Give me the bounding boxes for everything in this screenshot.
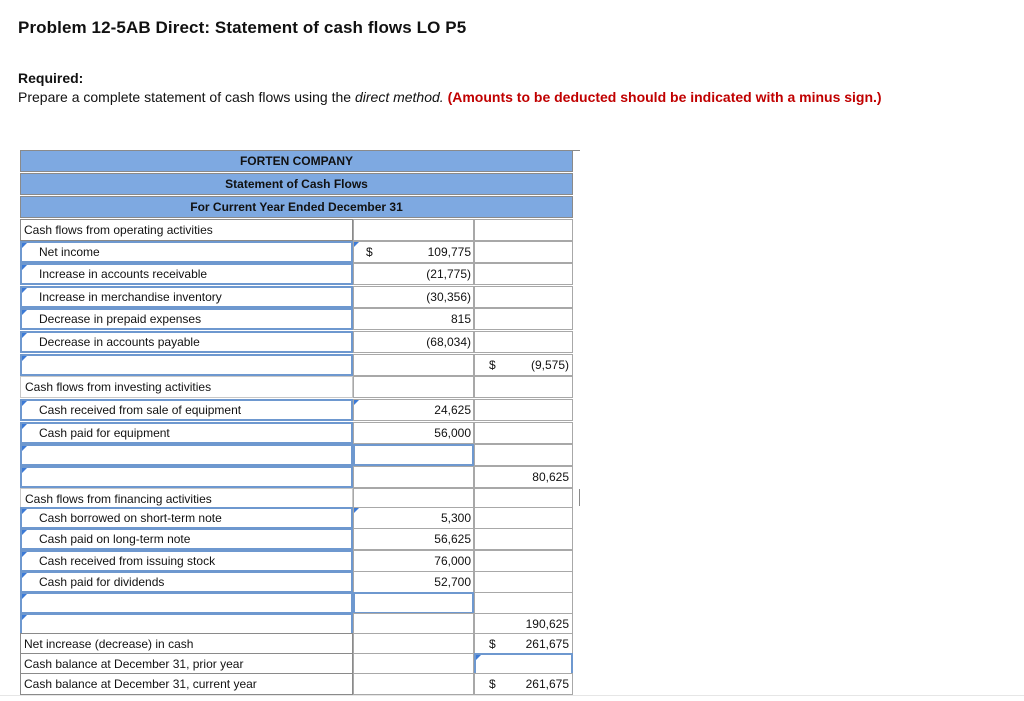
problem-title: Problem 12-5AB Direct: Statement of cash flows LO P5 (18, 18, 467, 37)
operating-heading-amount-cell (353, 219, 474, 241)
operating-net-value: (9,575) (530, 358, 569, 372)
instruction-red-note: (Amounts to be deducted should be indicated with a minus sign.) (447, 89, 882, 105)
net-increase-label: Net increase (decrease) in cash (20, 633, 353, 655)
investing-item-label[interactable]: Cash received from sale of equipment (20, 399, 353, 421)
investing-heading-amount-cell (353, 376, 474, 398)
financing-item-label[interactable]: Cash borrowed on short-term note (20, 507, 353, 529)
financing-item-amount[interactable]: 76,000 (353, 550, 474, 572)
operating-subtotal-cell (353, 354, 474, 376)
net-increase-value: 261,675 (525, 637, 569, 651)
operating-total-cell (474, 263, 573, 285)
statement-title-header: Statement of Cash Flows (20, 173, 573, 195)
investing-item-label[interactable]: Cash paid for equipment (20, 422, 353, 444)
ending-balance-amount-cell (353, 673, 474, 695)
operating-item-amount[interactable]: (30,356) (353, 286, 474, 308)
financing-item-label[interactable]: Cash received from issuing stock (20, 550, 353, 572)
statement-period-header: For Current Year Ended December 31 (20, 196, 573, 218)
ending-balance-value: 261,675 (525, 677, 569, 691)
financing-subtotal-cell (353, 613, 474, 635)
currency-symbol: $ (366, 245, 373, 259)
total-column-rule (579, 489, 580, 506)
financing-total-cell (474, 592, 573, 614)
investing-item-amount[interactable]: 56,000 (353, 422, 474, 444)
investing-blank-label-input[interactable] (20, 444, 353, 466)
beginning-balance-amount-input[interactable] (474, 653, 573, 675)
financing-item-label[interactable]: Cash paid for dividends (20, 571, 353, 593)
financing-item-amount[interactable]: 52,700 (353, 571, 474, 593)
financing-total-cell (474, 528, 573, 550)
header-rule (573, 150, 580, 151)
operating-item-amount[interactable]: 815 (353, 308, 474, 330)
currency-symbol: $ (489, 637, 496, 651)
operating-item-label[interactable]: Increase in accounts receivable (20, 263, 353, 285)
operating-item-amount[interactable] (353, 241, 474, 263)
investing-blank-amount-input[interactable] (353, 444, 474, 466)
company-name-header: FORTEN COMPANY (20, 150, 573, 172)
investing-total-label-input[interactable] (20, 466, 353, 488)
operating-heading-total-cell (474, 219, 573, 241)
operating-item-label[interactable]: Increase in merchandise inventory (20, 286, 353, 308)
financing-total-cell (474, 507, 573, 529)
financing-item-amount[interactable]: 5,300 (353, 507, 474, 529)
operating-item-amount[interactable]: (21,775) (353, 263, 474, 285)
instruction-text (18, 88, 998, 106)
financing-blank-label-input[interactable] (20, 592, 353, 614)
investing-total-cell (474, 399, 573, 421)
investing-total-cell (474, 444, 573, 466)
beginning-balance-label: Cash balance at December 31, prior year (20, 653, 353, 675)
operating-total-cell (474, 308, 573, 330)
financing-total-cell (474, 571, 573, 593)
financing-total-cell (474, 550, 573, 572)
investing-heading-total-cell (474, 376, 573, 398)
operating-item-label[interactable]: Decrease in prepaid expenses (20, 308, 353, 330)
operating-total-cell (474, 286, 573, 308)
currency-symbol: $ (489, 677, 496, 691)
page-bottom-divider (0, 695, 1024, 696)
investing-net-cash-amount[interactable]: 80,625 (474, 466, 573, 488)
ending-balance-amount[interactable] (474, 673, 573, 695)
operating-total-cell (474, 331, 573, 353)
investing-heading: Cash flows from investing activities (20, 376, 353, 398)
operating-total-cell (474, 241, 573, 263)
financing-item-amount[interactable]: 56,625 (353, 528, 474, 550)
operating-total-label-input[interactable] (20, 354, 353, 376)
net-increase-amount-cell (353, 633, 474, 655)
required-label: Required: (18, 70, 84, 86)
investing-total-cell (474, 422, 573, 444)
net-increase-amount[interactable] (474, 633, 573, 655)
instruction-lead: Prepare a complete statement of cash flows using the (18, 89, 355, 105)
operating-net-cash-amount[interactable] (474, 354, 573, 376)
operating-item-value: 109,775 (427, 245, 471, 259)
financing-heading: Cash flows from financing activities (20, 488, 353, 510)
beginning-balance-amount-cell (353, 653, 474, 675)
currency-symbol: $ (489, 358, 496, 372)
financing-total-label-input[interactable] (20, 613, 353, 635)
financing-blank-amount-input[interactable] (353, 592, 474, 614)
ending-balance-label: Cash balance at December 31, current year (20, 673, 353, 695)
operating-heading: Cash flows from operating activities (20, 219, 353, 241)
operating-item-label[interactable]: Net income (20, 241, 353, 263)
instruction-emphasis: direct method. (354, 89, 444, 105)
financing-net-cash-amount[interactable]: 190,625 (474, 613, 573, 635)
financing-item-label[interactable]: Cash paid on long-term note (20, 528, 353, 550)
operating-item-amount[interactable]: (68,034) (353, 331, 474, 353)
investing-item-amount[interactable]: 24,625 (353, 399, 474, 421)
operating-item-label[interactable]: Decrease in accounts payable (20, 331, 353, 353)
investing-subtotal-cell (353, 466, 474, 488)
